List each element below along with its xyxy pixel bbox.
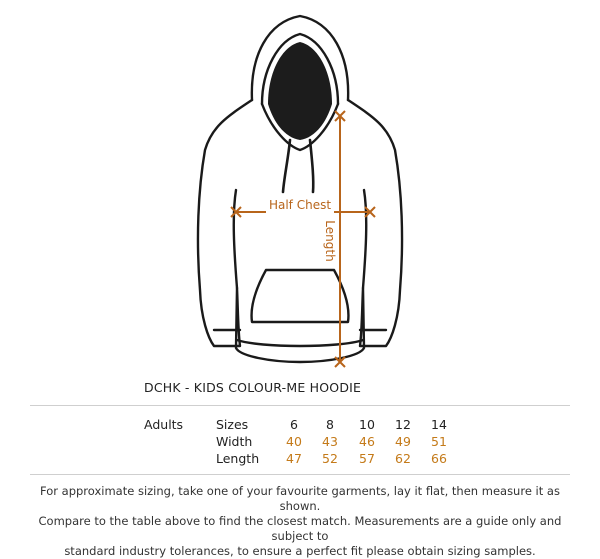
product-title: DCHK - KIDS COLOUR-ME HOODIE bbox=[144, 380, 362, 395]
size-value: 8 bbox=[326, 417, 334, 432]
half-chest-label: Half Chest bbox=[268, 198, 332, 212]
length-value: 57 bbox=[359, 451, 375, 466]
row-label-sizes: Sizes bbox=[216, 417, 249, 432]
right-sleeve-inner bbox=[363, 190, 366, 288]
drawstring-left bbox=[283, 140, 290, 192]
width-value: 46 bbox=[359, 434, 375, 449]
size-value: 14 bbox=[431, 417, 447, 432]
kangaroo-pocket bbox=[252, 270, 349, 322]
divider-top bbox=[30, 405, 570, 406]
size-value: 12 bbox=[395, 417, 411, 432]
length-value: 66 bbox=[431, 451, 447, 466]
drawstring-right bbox=[310, 140, 313, 192]
note-line: Compare to the table above to find the closest match. Measurements are a guide only and subject to bbox=[38, 514, 562, 543]
sizing-note bbox=[20, 484, 580, 559]
width-value: 40 bbox=[286, 434, 302, 449]
waistband bbox=[237, 340, 363, 346]
length-label: Length bbox=[323, 220, 337, 262]
width-value: 43 bbox=[322, 434, 338, 449]
size-group-label: Adults bbox=[144, 417, 184, 432]
length-value: 47 bbox=[286, 451, 302, 466]
row-label-length: Length bbox=[216, 451, 260, 466]
size-value: 6 bbox=[290, 417, 298, 432]
note-line: For approximate sizing, take one of your favourite garments, lay it flat, then measure it as shown. bbox=[40, 484, 560, 513]
note-line: standard industry tolerances, to ensure a perfect fit please obtain sizing samples. bbox=[64, 544, 536, 558]
width-value: 49 bbox=[395, 434, 411, 449]
length-value: 52 bbox=[322, 451, 338, 466]
length-value: 62 bbox=[395, 451, 411, 466]
left-sleeve-inner bbox=[234, 190, 237, 288]
hood-opening bbox=[268, 42, 332, 140]
width-value: 51 bbox=[431, 434, 447, 449]
size-value: 10 bbox=[359, 417, 375, 432]
divider-bottom bbox=[30, 474, 570, 475]
row-label-width: Width bbox=[216, 434, 253, 449]
